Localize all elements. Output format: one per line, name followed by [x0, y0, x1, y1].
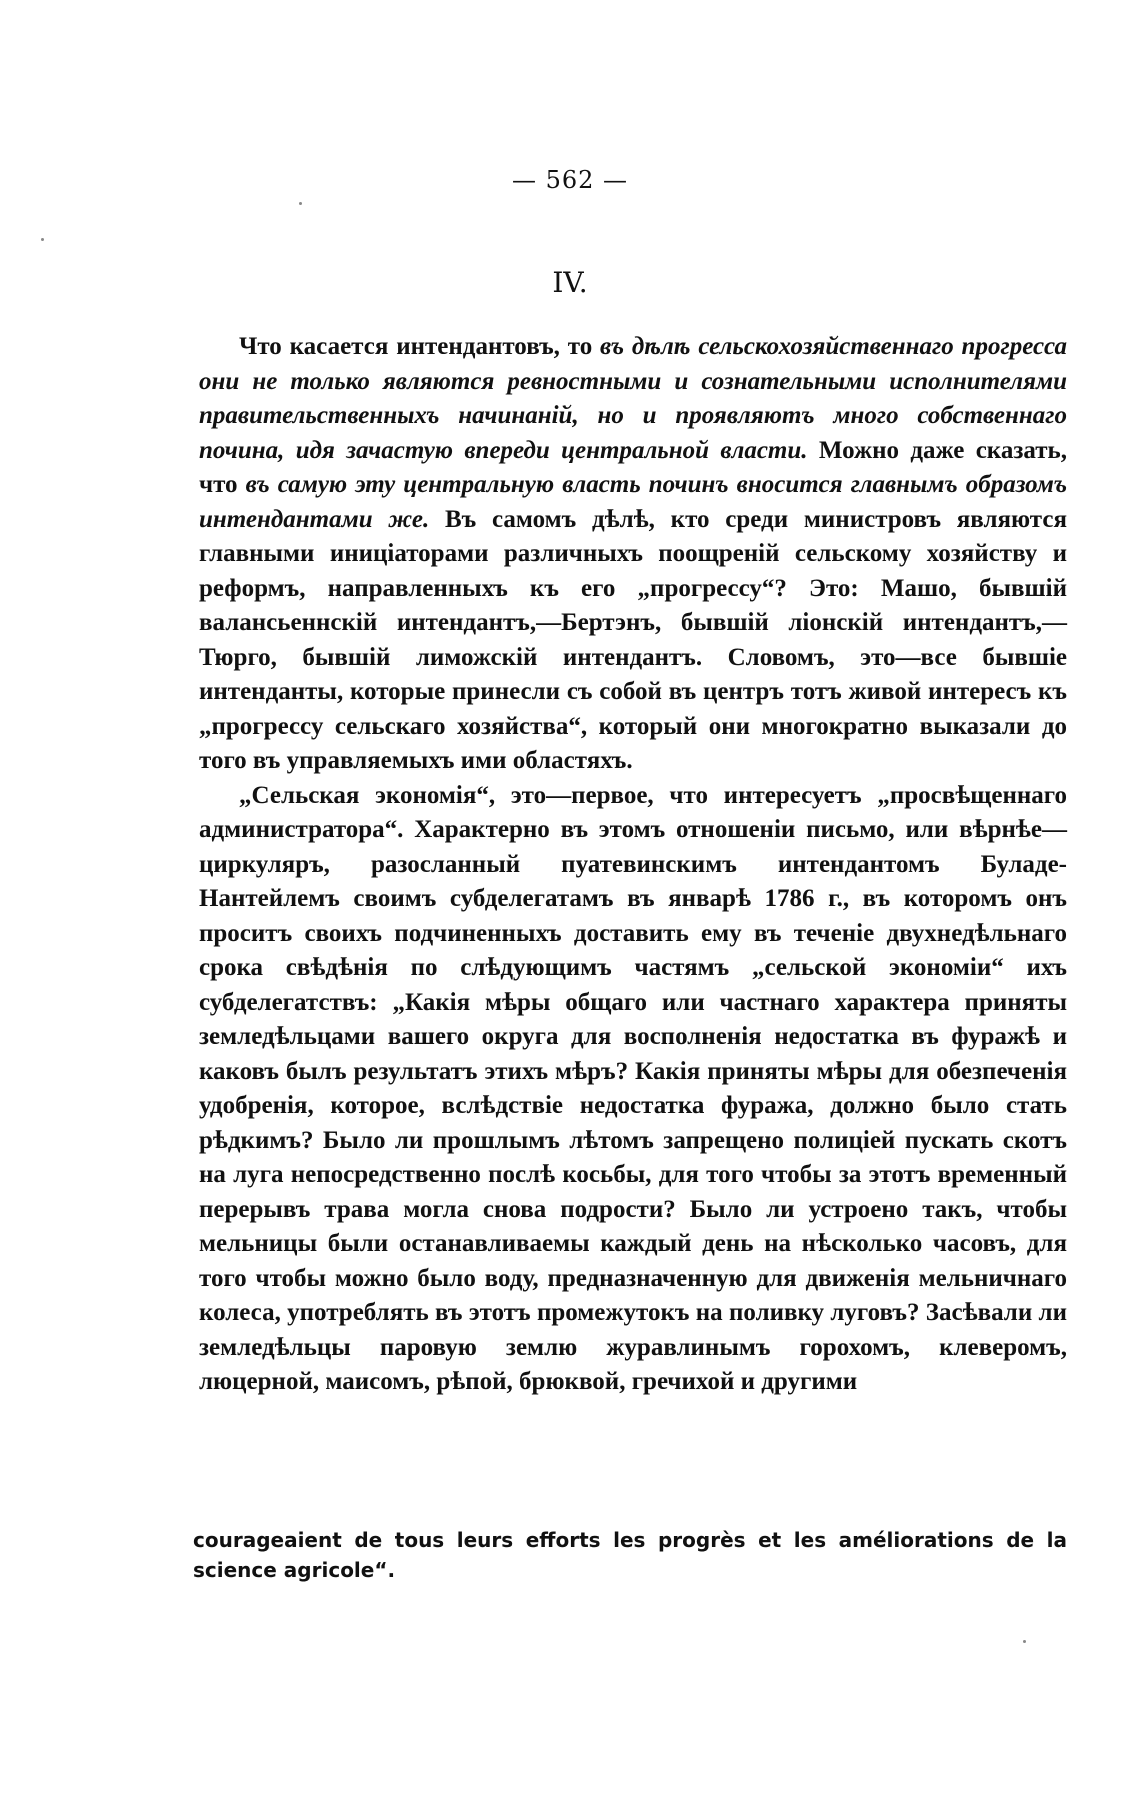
- scan-speck: [299, 202, 302, 205]
- page-number: — 562 —: [511, 166, 629, 194]
- scan-speck: [1023, 1640, 1026, 1643]
- footnote: couragеaient de tous leurs efforts les progrès et les améliorations de la science agricole“.: [193, 1528, 1067, 1582]
- scan-speck: [41, 238, 44, 241]
- paragraph-1-middle: Можно даже сказать, что: [199, 436, 1067, 498]
- paragraph-1-intro: Что касается интендантовъ, то: [239, 333, 601, 360]
- paragraph-2: „Сельская экономія“, это—первое, что интересуетъ „просвѣщеннаго администратора“. Характерно въ этомъ отношеніи письмо, или вѣрнѣе—циркуляръ, разосланный пуатевинскимъ интендантомъ Буладе-Нантейлемъ своимъ субделегатамъ въ январѣ 1786 г., въ которомъ онъ проситъ своихъ подчиненныхъ доставить ему въ теченіе двухнедѣльнаго срока свѣдѣнія по слѣдующимъ частямъ „сельской экономіи“ ихъ субделегатствъ: „Какія мѣры общаго или частнаго характера приняты земледѣльцами вашего округа для восполненія недостатка въ фуражѣ и каковъ былъ результатъ этихъ мѣръ? Какія приняты мѣры для обезпеченія удобренія, которое, вслѣдствіе недостатка фуража, должно было стать рѣдкимъ? Было ли прошлымъ лѣтомъ запрещено полиціей пускать скотъ на луга непосредственно послѣ косьбы, для того чтобы за этотъ временный перерывъ трава могла снова подрости? Было ли устроено такъ, чтобы мельницы были останавливаемы каждый день на нѣсколько часовъ, для того чтобы можно было воду, предназначенную для движенія мельничнаго колеса, употреблять въ этотъ промежутокъ на поливку луговъ? Засѣвали ли земледѣльцы паровую землю журавлинымъ горохомъ, клеверомъ, люцерной, маисомъ, рѣпой, брюквой, гречихой и другими: [199, 781, 1067, 1395]
- paragraph-1-italic-1: въ дѣлѣ сельскохозяйственнаго прогресса они не только являются ревностными и сознательными исполнителями правительственныхъ начинаній, но и проявляютъ много собственнаго почина, идя зачастую впереди центральной власти.: [199, 333, 1068, 464]
- section-heading: IV.: [552, 266, 588, 299]
- main-text: [199, 330, 1067, 1400]
- paragraph-1: [199, 330, 1067, 779]
- paragraph-1-italic-2: въ самую эту центральную власть починъ вносится главнымъ образомъ интендантами же.: [199, 471, 1067, 533]
- paragraph-1-rest: Въ самомъ дѣлѣ, кто среди министровъ являются главными иниціаторами различныхъ поощреній сельскому хозяйству и реформъ, направленныхъ къ его „прогрессу“? Это: Машо, бывшій валансьеннскій интендантъ,—Бертэнъ, бывшій ліонскій интендантъ,—Тюрго, бывшій лиможскій интендантъ. Словомъ, это—все бывшіе интенданты, которые принесли съ собой въ центръ тотъ живой интересъ къ „прогрессу сельскаго хозяйства“, который они многократно выказали до того въ управляемыхъ ими областяхъ.: [199, 505, 1068, 774]
